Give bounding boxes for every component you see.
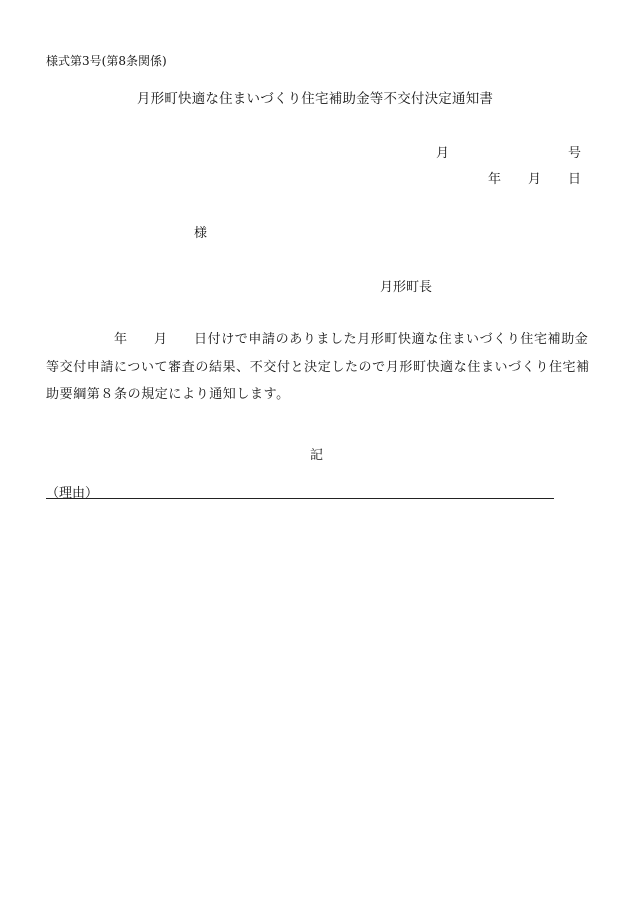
body-line-2: 等交付申請について審査の結果、不交付と決定したので月形町快適な住まいづくり住宅補 — [46, 360, 590, 375]
body-line-1: 日付けで申請のありました月形町快適な住まいづくり住宅補助金 — [194, 332, 589, 347]
recipient-honorific: 様 — [194, 226, 208, 241]
date-year-label: 年 — [488, 172, 502, 187]
record-label: 記 — [310, 448, 324, 463]
reference-month-label: 月 — [436, 146, 450, 161]
date-day-label: 日 — [568, 172, 582, 187]
body-month-label: 月 — [154, 332, 168, 347]
reason-underline — [46, 498, 554, 499]
form-number-label: 様式第3号(第8条関係) — [46, 54, 167, 68]
date-month-label: 月 — [528, 172, 542, 187]
body-year-label: 年 — [114, 332, 128, 347]
reason-label: （理由） — [46, 486, 99, 501]
document-title: 月形町快適な住まいづくり住宅補助金等不交付決定通知書 — [136, 91, 494, 107]
body-line-3: 助要綱第８条の規定により通知します。 — [46, 387, 290, 402]
sender-name: 月形町長 — [380, 280, 433, 295]
reference-number-label: 号 — [568, 146, 582, 161]
